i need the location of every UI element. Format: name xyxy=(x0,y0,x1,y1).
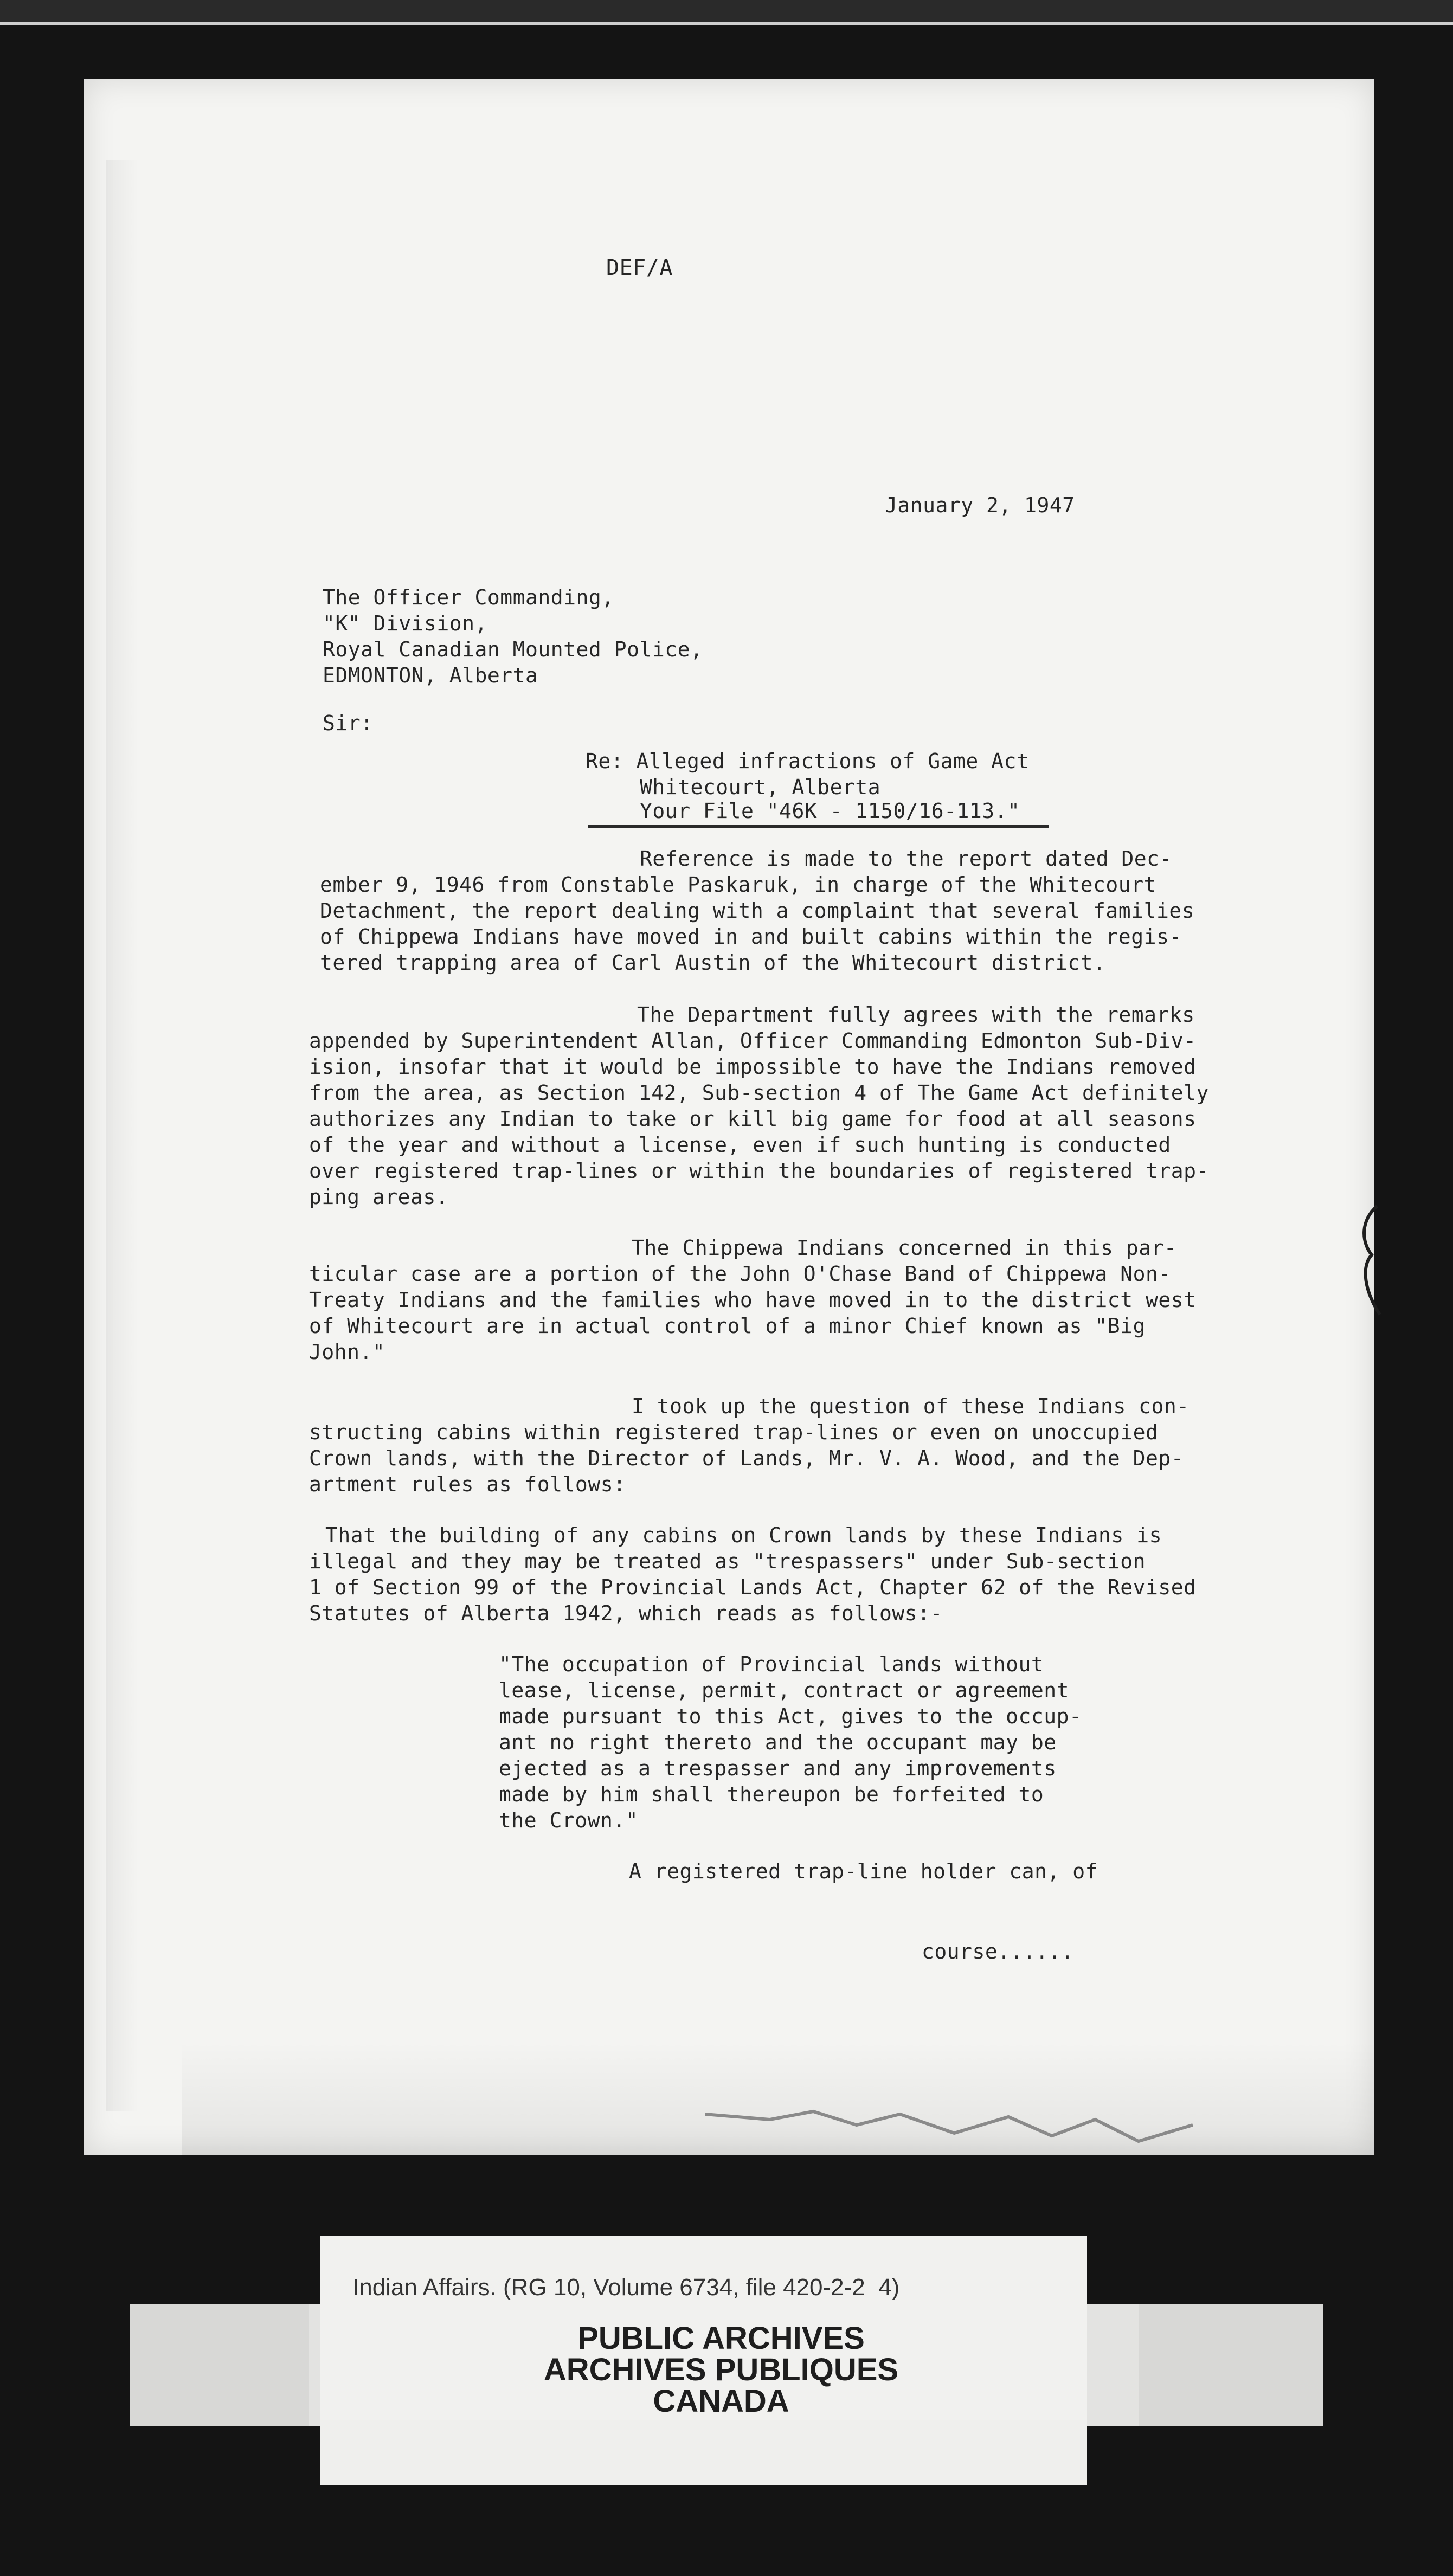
archive-reference: Indian Affairs. (RG 10, Volume 6734, file 420-2-2 4) xyxy=(352,2274,900,2301)
text-line: ticular case are a portion of the John O'Chase Band of Chippewa Non- xyxy=(309,1262,1171,1286)
text-line: 1 of Section 99 of the Provincial Lands Act, Chapter 62 of the Revised xyxy=(309,1575,1197,1599)
archive-tape-end xyxy=(1139,2304,1323,2426)
text-line: tered trapping area of Carl Austin of the Whitecourt district. xyxy=(320,951,1106,975)
salutation: Sir: xyxy=(323,711,374,735)
text-line: artment rules as follows: xyxy=(309,1472,626,1496)
archive-tape-end xyxy=(130,2304,309,2426)
quote-line: lease, license, permit, contract or agreement xyxy=(499,1678,1070,1702)
text-line: ision, insofar that it would be impossible to have the Indians removed xyxy=(309,1055,1197,1079)
text-line: from the area, as Section 142, Sub-section 4 of The Game Act definitely xyxy=(309,1081,1209,1105)
text-line: appended by Superintendent Allan, Officer Commanding Edmonton Sub-Div- xyxy=(309,1029,1197,1053)
text-line: of Chippewa Indians have moved in and built cabins within the regis- xyxy=(320,925,1182,949)
quote-line: made by him shall thereupon be forfeited to xyxy=(499,1782,1044,1806)
archive-label-tail xyxy=(320,2420,1087,2485)
text-line: ping areas. xyxy=(309,1185,449,1209)
text-line: Crown lands, with the Director of Lands, Mr. V. A. Wood, and the Dep- xyxy=(309,1446,1184,1470)
archives-line: PUBLIC ARCHIVES xyxy=(577,2321,865,2356)
text-line: of Whitecourt are in actual control of a minor Chief known as "Big xyxy=(309,1314,1146,1338)
archives-line: ARCHIVES PUBLIQUES xyxy=(543,2352,899,2387)
text-line: John." xyxy=(309,1340,385,1364)
text-line: over registered trap-lines or within the boundaries of registered trap- xyxy=(309,1159,1209,1183)
letter-date: January 2, 1947 xyxy=(885,493,1075,517)
address-line: Royal Canadian Mounted Police, xyxy=(323,637,703,661)
reference-code: DEF/A xyxy=(606,255,673,280)
text-line: Detachment, the report dealing with a complaint that several families xyxy=(320,899,1195,923)
quote-line: made pursuant to this Act, gives to the occup- xyxy=(499,1704,1082,1728)
text-line: Reference is made to the report dated Dec- xyxy=(640,847,1172,871)
torn-edge xyxy=(705,2103,1193,2163)
text-line: authorizes any Indian to take or kill big game for food at all seasons xyxy=(309,1107,1197,1131)
address-line: EDMONTON, Alberta xyxy=(323,664,538,687)
text-line: That the building of any cabins on Crown lands by these Indians is xyxy=(325,1523,1162,1547)
text-line: The Department fully agrees with the remarks xyxy=(637,1003,1195,1027)
text-line: Statutes of Alberta 1942, which reads as follows:- xyxy=(309,1601,943,1625)
page-shadow xyxy=(106,160,138,2111)
subject-file-reference: Your File "46K - 1150/16-113." xyxy=(588,798,1049,828)
closing-line: A registered trap-line holder can, of xyxy=(629,1859,1098,1883)
film-edge xyxy=(0,0,1453,25)
quote-line: the Crown." xyxy=(499,1808,639,1832)
text-line: The Chippewa Indians concerned in this par- xyxy=(632,1236,1177,1260)
subject-line: Re: Alleged infractions of Game Act xyxy=(586,749,1030,773)
text-line: I took up the question of these Indians con- xyxy=(632,1394,1190,1418)
quote-line: ejected as a trespasser and any improvements xyxy=(499,1756,1057,1780)
text-line: Treaty Indians and the families who have moved in to the district west xyxy=(309,1288,1197,1312)
address-line: The Officer Commanding, xyxy=(323,585,614,609)
text-line: illegal and they may be treated as "trespassers" under Sub-section xyxy=(309,1549,1146,1573)
text-line: of the year and without a license, even if such hunting is conducted xyxy=(309,1133,1171,1157)
margin-bracket-mark xyxy=(1355,1203,1399,1317)
quote-line: "The occupation of Provincial lands without xyxy=(499,1652,1044,1676)
archives-stamp xyxy=(450,2323,992,2417)
text-line: ember 9, 1946 from Constable Paskaruk, in charge of the Whitecourt xyxy=(320,873,1156,897)
quote-line: ant no right thereto and the occupant may be xyxy=(499,1730,1057,1754)
address-line: "K" Division, xyxy=(323,611,487,635)
subject-line: Whitecourt, Alberta xyxy=(640,775,881,799)
continuation-marker: course...... xyxy=(922,1940,1074,1963)
text-line: structing cabins within registered trap-lines or even on unoccupied xyxy=(309,1420,1159,1444)
archives-line: CANADA xyxy=(653,2384,789,2419)
